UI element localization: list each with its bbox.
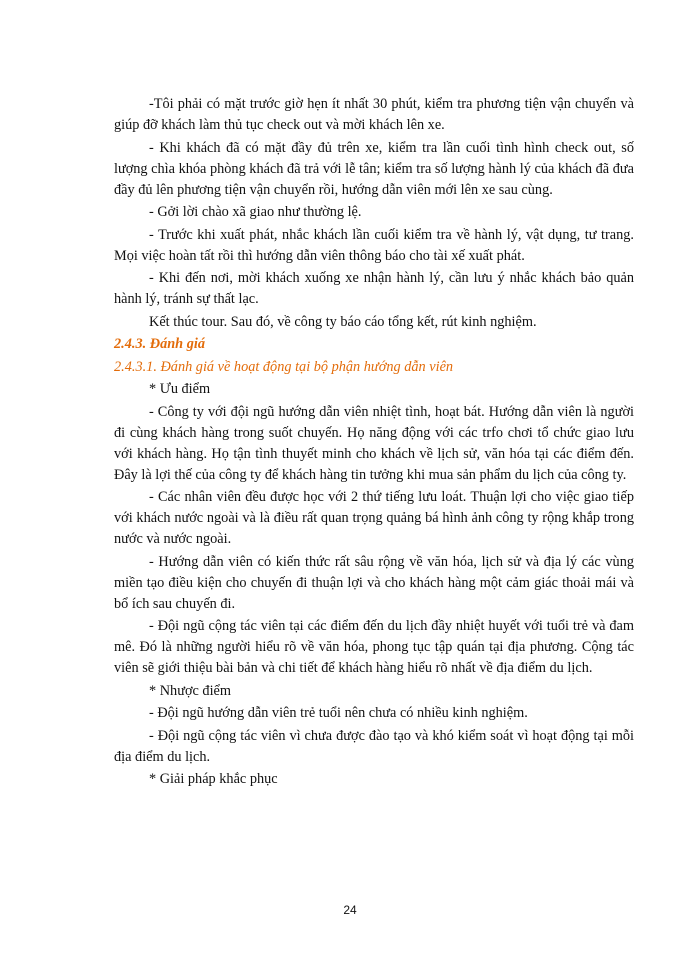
advantages-label: * Ưu điểm <box>149 381 211 397</box>
disadvantage-item: - Đội ngũ cộng tác viên vì chưa được đào tạo và khó kiểm soát vì hoạt động tại mỗi địa điểm du lịch. <box>114 727 634 765</box>
solutions-label: * Giải pháp khắc phục <box>149 771 278 787</box>
disadvantages-label: * Nhược điểm <box>149 682 232 699</box>
section-heading: 2.4.3. Đánh giá <box>114 336 205 352</box>
paragraph-before-departure: - Trước khi xuất phát, nhắc khách lần cuối kiểm tra về hành lý, vật dụng, tư trang. Mọi việc hoàn tất rồi thì hướng dẫn viên thông báo cho tài xế xuất phát. <box>114 226 634 264</box>
page-number: 24 <box>343 903 357 917</box>
paragraph-arrival: - Khi đến nơi, mời khách xuống xe nhận hành lý, cần lưu ý nhắc khách bảo quản hành lý, tránh sự thất lạc. <box>114 270 634 307</box>
advantage-item: - Hướng dẫn viên có kiến thức rất sâu rộng về văn hóa, lịch sử và địa lý các vùng miền tạo điều kiện cho chuyến đi thuận lợi và cho khách hàng một cảm giác thoải mái và bổ ích sau chuyến đi. <box>114 553 634 612</box>
advantage-item: - Công ty với đội ngũ hướng dẫn viên nhiệt tình, hoạt bát. Hướng dẫn viên là người đi cùng khách hàng trong suốt chuyến. Họ năng động với các trfo chơi tổ chức giao lưu với khách hàng. Họ tận tình thuyết minh cho khách về lịch sử, văn hóa tại các điểm đến. Đây là lợi thế của công ty để khách hàng tin tưởng khi mua sản phẩm du lịch của công ty. <box>114 403 634 483</box>
page-body <box>114 94 634 792</box>
advantage-item: - Đội ngũ cộng tác viên tại các điểm đến du lịch đầy nhiệt huyết với tuổi trẻ và đam mê. Đó là những người hiểu rõ về văn hóa, phong tục tập quán tại địa phương. Cộng tác viên sẽ giới thiệu bài bản và chi tiết để khách hàng hiểu rõ nhất về địa điểm du lịch. <box>114 618 634 676</box>
disadvantage-item: - Đội ngũ hướng dẫn viên trẻ tuổi nên chưa có nhiều kinh nghiệm. <box>149 705 528 721</box>
paragraph-end-tour: Kết thúc tour. Sau đó, về công ty báo cáo tổng kết, rút kinh nghiệm. <box>149 313 537 330</box>
paragraph-greeting: - Gởi lời chào xã giao như thường lệ. <box>149 204 362 220</box>
paragraph-final-check: - Khi khách đã có mặt đầy đủ trên xe, kiểm tra lần cuối tình hình check out, số lượng chìa khóa phòng khách đã trả với lễ tân; kiểm tra số lượng hành lý của khách đã đưa đầy đủ lên phương tiện vận chuyển rồi, hướng dẫn viên mới lên xe sau cùng. <box>114 139 634 198</box>
paragraph-arrive-early: -Tôi phải có mặt trước giờ hẹn ít nhất 30 phút, kiểm tra phương tiện vận chuyển và giúp đỡ khách làm thủ tục check out và mời khách lên xe. <box>114 96 634 133</box>
advantage-item: - Các nhân viên đều được học với 2 thứ tiếng lưu loát. Thuận lợi cho việc giao tiếp với khách nước ngoài và là điều rất quan trọng quảng bá hình ảnh công ty rộng khắp trong nước và nước ngoài. <box>114 489 634 547</box>
subsection-heading: 2.4.3.1. Đánh giá về hoạt động tại bộ phận hướng dẫn viên <box>114 358 454 375</box>
